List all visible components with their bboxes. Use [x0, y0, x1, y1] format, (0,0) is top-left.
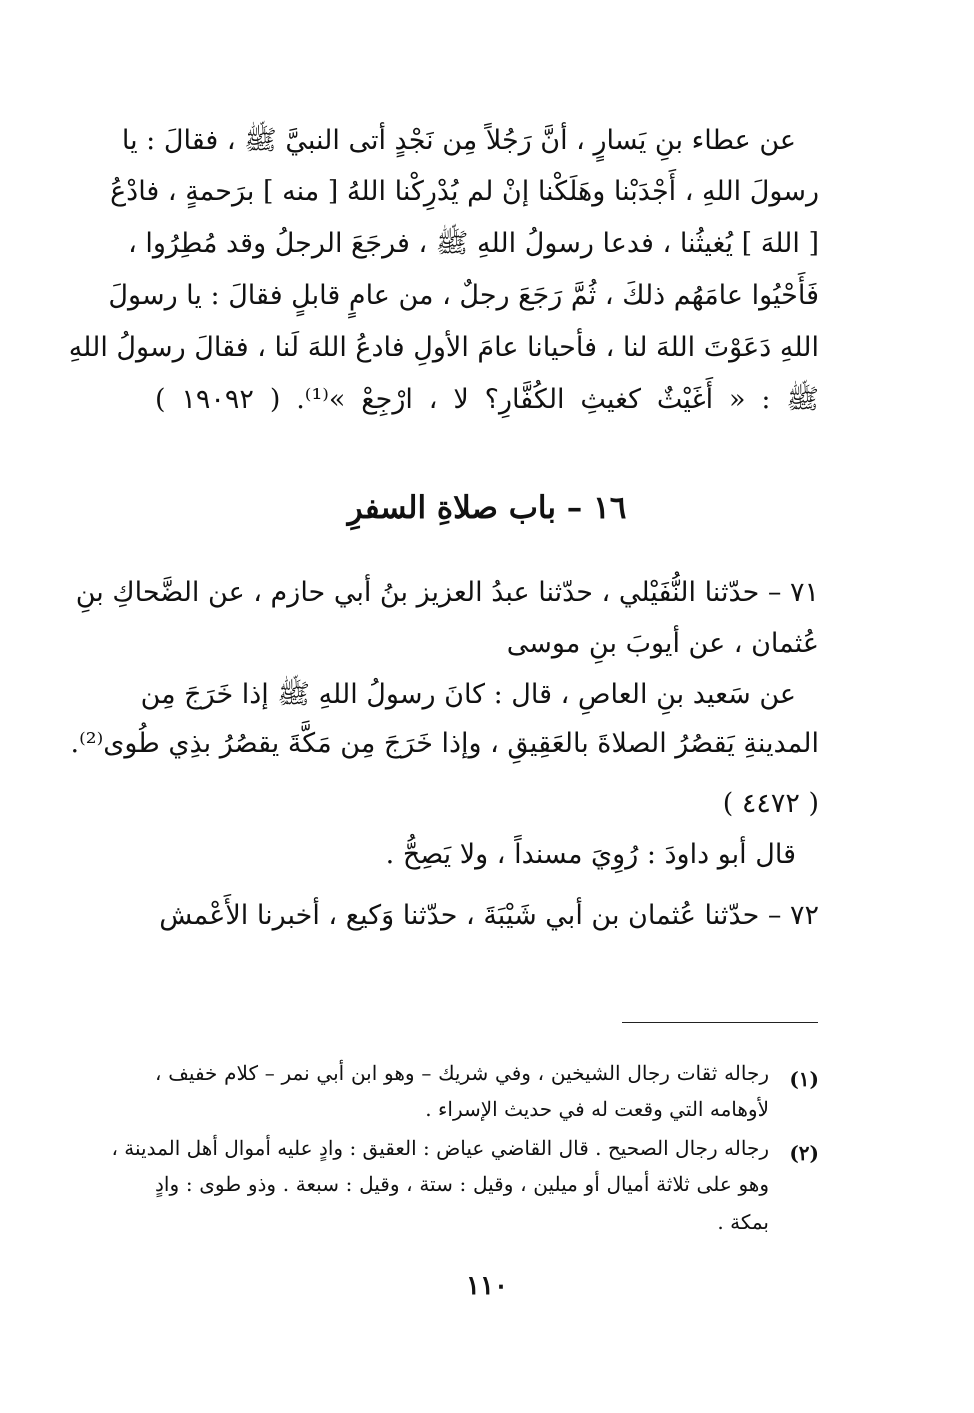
footnote-line: بمكة . [717, 1210, 769, 1234]
body-line: ﷺ : « أَغَيْثٌ كغيثِ الكُفَّارِ؟ لا ، ارْجِعْ »⁽¹⁾. ( ١٩٠٩٢ ) [155, 384, 819, 415]
body-line: المدينةِ يَقصُرُ الصلاةَ بالعَقِيقِ ، وإذا خَرَجَ مِن مَكَّةَ يقصُرُ بذِي طُوى⁽²⁾. [70, 728, 819, 759]
footnote-number: (١) [789, 1067, 819, 1091]
hadith-reference-number: ( ٤٤٧٢ ) [722, 788, 819, 819]
body-line: اللهِ دَعَوْتَ اللهَ لنا ، فأحيانا عامَ الأولِ فادعُ اللهَ لَنا ، فقالَ رسولُ اللهِ [68, 332, 819, 363]
hadith-72-text: ٧٢ – حدّثنا عُثمان بن أبي شَيْبَةَ ، حدّثنا وَكيع ، أخبرنا الأَعْمش [159, 900, 819, 931]
footnote-line: لأوهامه التي وقعت له في حديث الإسراء . [425, 1097, 769, 1121]
footnote-line: وهو على ثلاثة أميال أو ميلين ، وقيل : ستة ، وقيل : سبعة . وذو طوى : وادٍ [155, 1172, 770, 1196]
footnote-line: رجاله ثقات رجال الشيخين ، وفي شريك – وهو ابن أبي نمر – كلام خفيف ، [155, 1061, 769, 1085]
body-line: رسولَ اللهِ ، أَجْدَبْنا وهَلَكْنا إنْ لم يُدْرِكْنا اللهُ [ منه ] برَحمةٍ ، فادْعُ [110, 176, 819, 207]
body-line: قال أبو داودَ : رُوِيَ مسنداً ، ولا يَصِحُّ . [385, 839, 796, 870]
footnote-line: رجاله رجال الصحيح . قال القاضي عياض : العقيق : وادٍ عليه أموال أهل المدينة ، [111, 1136, 769, 1160]
body-line: عُثمان ، عن أيوبَ بنِ موسى [506, 628, 819, 659]
chapter-heading: ١٦ – باب صلاةِ السفرِ [347, 490, 627, 526]
body-line: ٧١ – حدّثنا النُّفَيْلي ، حدّثنا عبدُ العزيز بنُ أبي حازم ، عن الضَّحاكِ بنِ [75, 577, 819, 608]
page-number: ١١٠ [466, 1271, 508, 1301]
body-line: فَأَحْيُوا عامَهُم ذلكَ ، ثُمَّ رَجَعَ رجلٌ ، من عامٍ قابلٍ فقالَ : يا رسولَ [108, 280, 819, 311]
footnote-number: (٢) [789, 1141, 819, 1165]
body-line: عن سَعيد بنِ العاصِ ، قال : كانَ رسولُ اللهِ ﷺ إذا خَرَجَ مِن [140, 679, 796, 710]
footnote-divider [622, 1022, 818, 1023]
body-line: [ اللهَ ] يُغيثُنا ، فدعا رسولُ اللهِ ﷺ ، فرجَعَ الرجلُ وقد مُطِرُوا ، [128, 228, 819, 259]
body-line: عن عطاء بنِ يَسارٍ ، أنَّ رَجُلاً مِن نَجْدٍ أتى النبيَّ ﷺ ، فقالَ : يا [121, 125, 796, 156]
